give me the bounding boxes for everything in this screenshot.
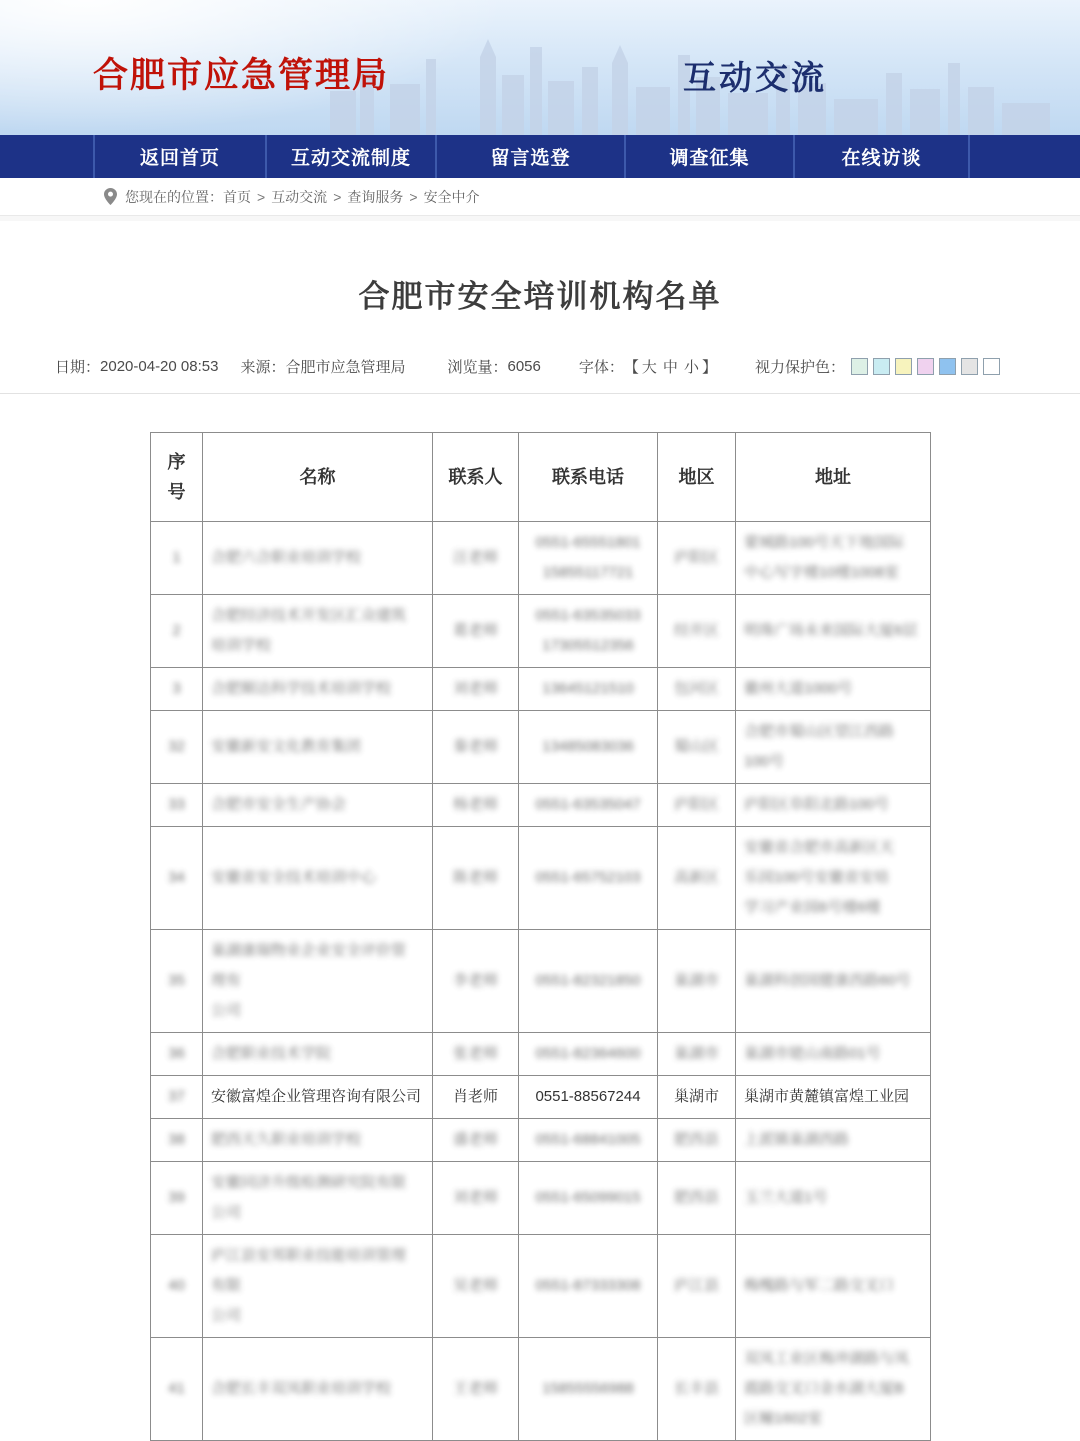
cell-region: 经开区 bbox=[658, 595, 736, 668]
cell-contact: 陈老师 bbox=[433, 827, 519, 930]
cell-phone: 0551-65752103 bbox=[519, 827, 658, 930]
table-row bbox=[151, 595, 931, 668]
table-row bbox=[151, 1235, 931, 1338]
cell-phone: 13645121510 bbox=[519, 668, 658, 711]
cell-address: 明珠广场未来国际大厦6层 bbox=[736, 595, 931, 668]
font-size-medium-button[interactable]: 中 bbox=[662, 359, 678, 376]
cell-num: 40 bbox=[151, 1235, 203, 1338]
cell-name: 合肥职业技术学院 bbox=[203, 1033, 433, 1076]
cell-phone: 0551-68841005 bbox=[519, 1119, 658, 1162]
cell-num: 34 bbox=[151, 827, 203, 930]
eye-protect-color-swatch[interactable] bbox=[917, 358, 934, 375]
table-row bbox=[151, 930, 931, 1033]
meta-font-label: 字体： bbox=[578, 359, 624, 376]
page-title: 合肥市安全培训机构名单 bbox=[358, 279, 722, 314]
cell-name: 庐江县安邦职业技能培训管理 有限 公司 bbox=[203, 1235, 433, 1338]
cell-num: 39 bbox=[151, 1162, 203, 1235]
eye-protect-color-swatch[interactable] bbox=[895, 358, 912, 375]
font-size-small-button[interactable]: 小 bbox=[683, 359, 699, 376]
location-pin-icon bbox=[104, 188, 117, 205]
header-phone: 联系电话 bbox=[519, 433, 658, 522]
cell-region: 巢湖市 bbox=[658, 1076, 736, 1119]
header-contact: 联系人 bbox=[433, 433, 519, 522]
cell-address: 梅槐路与军二路交叉口 bbox=[736, 1235, 931, 1338]
cell-address: 合肥市蜀山区望江西路 100号 bbox=[736, 711, 931, 784]
cell-phone: 15855556988 bbox=[519, 1338, 658, 1441]
cell-num: 37 bbox=[151, 1076, 203, 1119]
nav-item-online-interview[interactable]: 在线访谈 bbox=[795, 135, 970, 178]
cell-contact: 李老师 bbox=[433, 930, 519, 1033]
breadcrumb-separator: > bbox=[409, 188, 418, 205]
cell-address: 巢湖科创园健康西路60号 bbox=[736, 930, 931, 1033]
cell-phone: 0551-63535047 bbox=[519, 784, 658, 827]
cell-name: 合肥六合职业培训学校 bbox=[203, 522, 433, 595]
cell-name: 合肥经济技术开发区汇众建筑 培训学校 bbox=[203, 595, 433, 668]
cell-contact: 王老师 bbox=[433, 1338, 519, 1441]
cell-phone: 0551-65099015 bbox=[519, 1162, 658, 1235]
breadcrumb-query-service[interactable]: 查询服务 bbox=[347, 188, 404, 205]
table-row bbox=[151, 668, 931, 711]
cell-address: 上派镇巢湖西路 bbox=[736, 1119, 931, 1162]
meta-source-value: 合肥市应急管理局 bbox=[285, 359, 406, 376]
cell-region: 巢湖市 bbox=[658, 930, 736, 1033]
cell-region: 肥西县 bbox=[658, 1162, 736, 1235]
cell-region: 庐江县 bbox=[658, 1235, 736, 1338]
cell-region: 庐阳区 bbox=[658, 784, 736, 827]
cell-contact: 刘老师 bbox=[433, 668, 519, 711]
cell-address: 徽州大道1000号 bbox=[736, 668, 931, 711]
bracket-open: 【 bbox=[623, 359, 639, 376]
cell-num: 33 bbox=[151, 784, 203, 827]
cell-contact: 盛老师 bbox=[433, 1119, 519, 1162]
cell-name: 肥西天久职业培训学校 bbox=[203, 1119, 433, 1162]
cell-name: 安徽新安文化教育集团 bbox=[203, 711, 433, 784]
cell-address: 巢湖市姥山南路01号 bbox=[736, 1033, 931, 1076]
breadcrumb-safety-agency[interactable]: 安全中介 bbox=[423, 188, 480, 205]
org-table-section bbox=[150, 432, 1080, 1441]
eye-protect-color-swatch[interactable] bbox=[873, 358, 890, 375]
breadcrumb-separator: > bbox=[333, 188, 342, 205]
table-row bbox=[151, 1076, 931, 1119]
cell-num: 36 bbox=[151, 1033, 203, 1076]
cell-contact: 肖老师 bbox=[433, 1076, 519, 1119]
table-row bbox=[151, 522, 931, 595]
cell-contact: 张老师 bbox=[433, 1033, 519, 1076]
cell-num: 3 bbox=[151, 668, 203, 711]
cell-address: 庐阳区阜阳北路100号 bbox=[736, 784, 931, 827]
cell-num: 41 bbox=[151, 1338, 203, 1441]
font-size-large-button[interactable]: 大 bbox=[641, 359, 657, 376]
bracket-close: 】 bbox=[701, 359, 717, 376]
article-meta bbox=[0, 356, 1080, 394]
eye-protect-color-swatch[interactable] bbox=[851, 358, 868, 375]
cell-contact: 刘老师 bbox=[433, 1162, 519, 1235]
cell-address: 双凤工业区梅冲湖路与凤 霞路交叉口金水湖大厦B 区幢1602室 bbox=[736, 1338, 931, 1441]
cell-region: 庐阳区 bbox=[658, 522, 736, 595]
nav-item-message-board[interactable]: 留言选登 bbox=[437, 135, 626, 178]
eye-protect-swatches bbox=[851, 358, 1000, 375]
meta-views-value: 6056 bbox=[507, 358, 541, 375]
section-title: 互动交流 bbox=[683, 58, 827, 97]
cell-address: 巢湖市黄麓镇富煌工业园 bbox=[736, 1076, 931, 1119]
site-banner bbox=[0, 0, 1080, 135]
cell-address: 玉兰大道1号 bbox=[736, 1162, 931, 1235]
cell-contact: 汪老师 bbox=[433, 522, 519, 595]
site-title: 合肥市应急管理局 bbox=[93, 56, 390, 95]
cell-address: 蒙城路100号天下地国际 中心写字楼10楼1008室 bbox=[736, 522, 931, 595]
eye-protect-label: 视力保护色： bbox=[754, 359, 845, 376]
nav-item-home[interactable]: 返回首页 bbox=[95, 135, 267, 178]
cell-region: 肥西县 bbox=[658, 1119, 736, 1162]
cell-phone: 0551-63535033 17305512356 bbox=[519, 595, 658, 668]
cell-phone: 0551-82321850 bbox=[519, 930, 658, 1033]
cell-region: 长丰县 bbox=[658, 1338, 736, 1441]
table-row bbox=[151, 1162, 931, 1235]
nav-item-survey[interactable]: 调查征集 bbox=[626, 135, 795, 178]
table-row bbox=[151, 1033, 931, 1076]
org-table-body bbox=[151, 522, 931, 1441]
table-row bbox=[151, 827, 931, 930]
header-region: 地区 bbox=[658, 433, 736, 522]
cell-name: 合肥长丰双凤职业培训学校 bbox=[203, 1338, 433, 1441]
nav-spacer-left bbox=[0, 135, 95, 178]
breadcrumb-home[interactable]: 首页 bbox=[223, 188, 251, 205]
cell-phone: 0551-65551801 15855117721 bbox=[519, 522, 658, 595]
cell-contact: 杨老师 bbox=[433, 784, 519, 827]
cell-name: 合肥顺达科学技术培训学校 bbox=[203, 668, 433, 711]
cell-region: 包河区 bbox=[658, 668, 736, 711]
header-num: 序号 bbox=[151, 433, 203, 522]
table-header-row bbox=[151, 433, 931, 522]
cell-name: 合肥市安全生产协会 bbox=[203, 784, 433, 827]
breadcrumb-separator: > bbox=[257, 188, 266, 205]
table-row bbox=[151, 1338, 931, 1441]
eye-protect-color-swatch[interactable] bbox=[961, 358, 978, 375]
cell-name: 巢湖康瑞物业企业安全评价管 理有 公司 bbox=[203, 930, 433, 1033]
cell-num: 32 bbox=[151, 711, 203, 784]
table-row bbox=[151, 784, 931, 827]
cell-address: 安徽省合肥市高新区天 乐园100号安徽省安培 学习产业园6号楼6楼 bbox=[736, 827, 931, 930]
cell-num: 38 bbox=[151, 1119, 203, 1162]
cell-phone: 0551-88567244 bbox=[519, 1076, 658, 1119]
cell-name: 安徽同济升级检测研究院有限 公司 bbox=[203, 1162, 433, 1235]
divider-strip bbox=[0, 216, 1080, 221]
cell-num: 2 bbox=[151, 595, 203, 668]
cell-num: 35 bbox=[151, 930, 203, 1033]
cell-phone: 0551-87333308 bbox=[519, 1235, 658, 1338]
cell-name: 安徽省安全技术培训中心 bbox=[203, 827, 433, 930]
breadcrumb-prefix: 您现在的位置： bbox=[125, 188, 223, 205]
cell-phone: 0551-82364600 bbox=[519, 1033, 658, 1076]
nav-item-interaction-rules[interactable]: 互动交流制度 bbox=[267, 135, 437, 178]
table-row bbox=[151, 1119, 931, 1162]
header-name: 名称 bbox=[203, 433, 433, 522]
cell-num: 1 bbox=[151, 522, 203, 595]
nav-spacer-right bbox=[970, 135, 1080, 178]
meta-views-label: 浏览量： bbox=[447, 359, 508, 376]
cell-phone: 13485083036 bbox=[519, 711, 658, 784]
table-row bbox=[151, 711, 931, 784]
cell-contact: 秦老师 bbox=[433, 711, 519, 784]
main-navbar bbox=[0, 135, 1080, 178]
eye-protect-color-swatch[interactable] bbox=[939, 358, 956, 375]
cell-region: 蜀山区 bbox=[658, 711, 736, 784]
cell-contact: 葛老师 bbox=[433, 595, 519, 668]
cell-name: 安徽富煌企业管理咨询有限公司 bbox=[203, 1076, 433, 1119]
cell-region: 高新区 bbox=[658, 827, 736, 930]
cell-contact: 吴老师 bbox=[433, 1235, 519, 1338]
cell-region: 巢湖市 bbox=[658, 1033, 736, 1076]
eye-protect-color-swatch[interactable] bbox=[983, 358, 1000, 375]
meta-source-label: 来源： bbox=[240, 359, 286, 376]
breadcrumb-interaction[interactable]: 互动交流 bbox=[271, 188, 328, 205]
meta-date-value: 2020-04-20 08:53 bbox=[100, 358, 219, 375]
header-address: 地址 bbox=[736, 433, 931, 522]
meta-date-label: 日期： bbox=[55, 359, 101, 376]
breadcrumb bbox=[0, 178, 1080, 216]
org-table bbox=[150, 432, 931, 1441]
